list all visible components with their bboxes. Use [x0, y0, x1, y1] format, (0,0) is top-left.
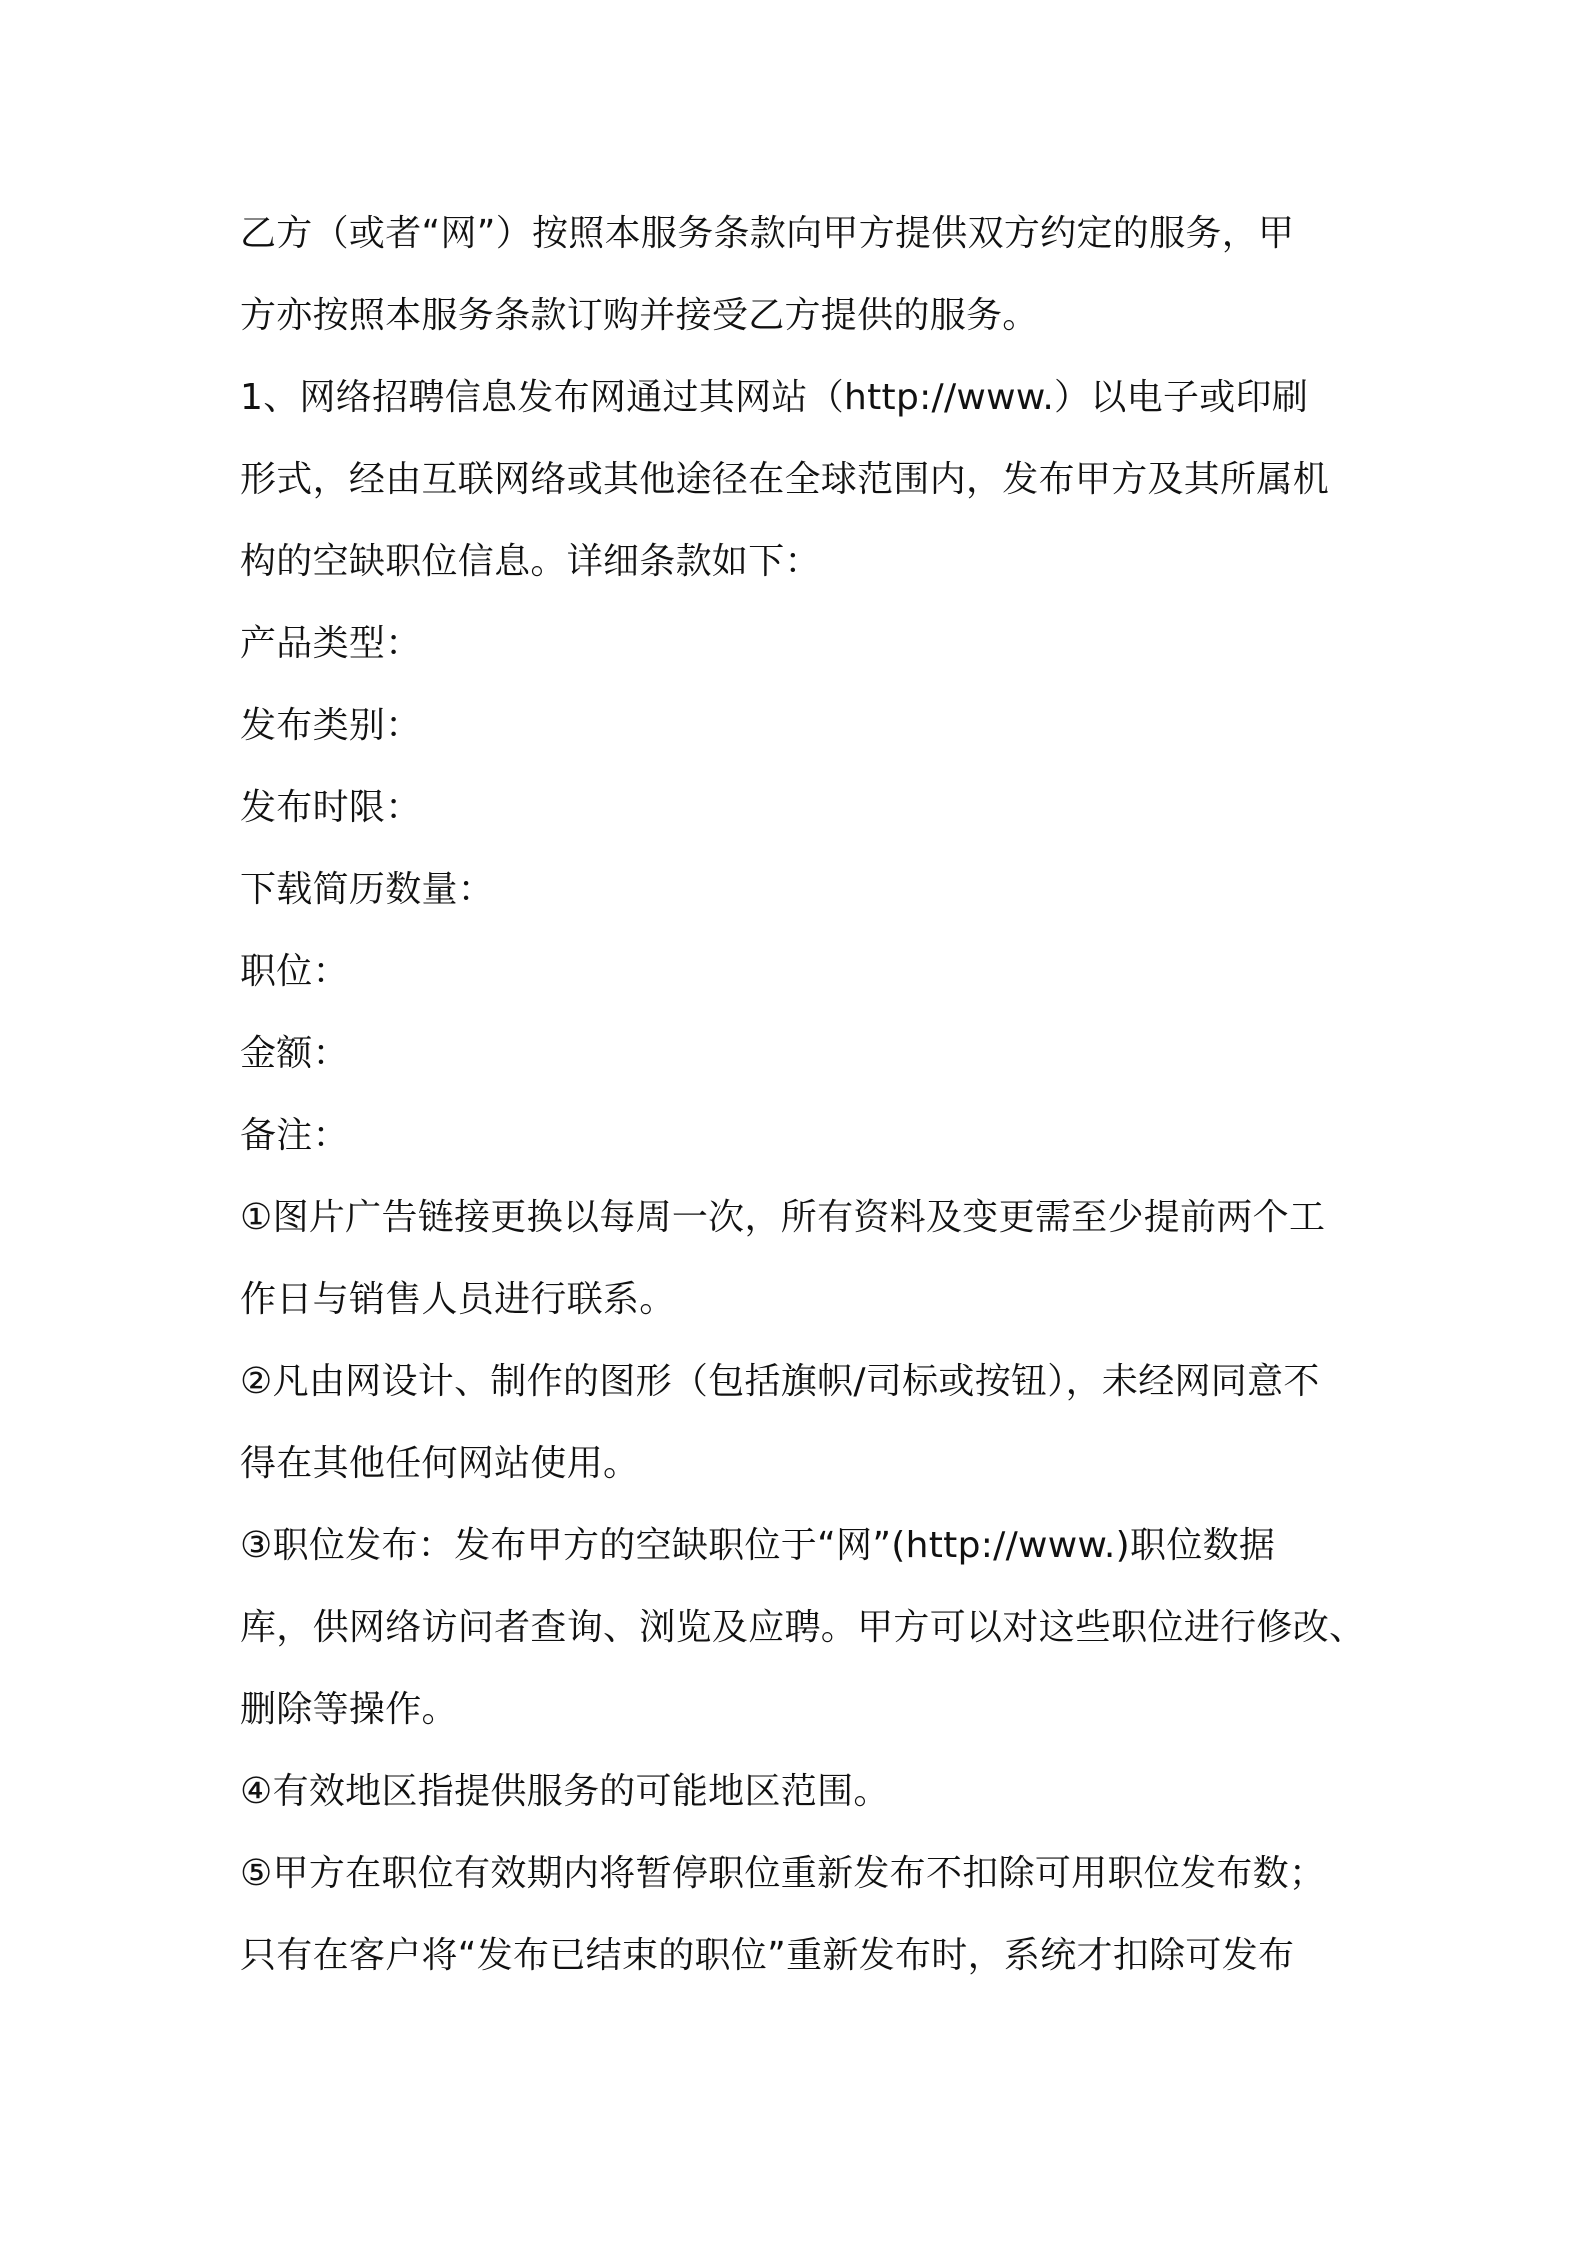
label-publish-category: 发布类别：: [240, 705, 422, 746]
label-remarks: 备注：: [240, 1115, 349, 1156]
label-position: 职位：: [240, 951, 349, 992]
paragraph-note-4: [240, 1751, 1360, 1833]
paragraph-note-5: [240, 1833, 1360, 1997]
document-body: [240, 193, 1366, 1997]
text-line: 删除等操作。: [240, 1689, 458, 1730]
paragraph-clause-1: [240, 357, 1360, 603]
label-amount: 金额：: [240, 1033, 349, 1074]
text-line: ③职位发布：发布甲方的空缺职位于“网”(http://www.)职位数据: [240, 1525, 1276, 1566]
text-line: 得在其他任何网站使用。: [240, 1443, 640, 1484]
paragraph-note-2: [240, 1341, 1360, 1505]
text-line: 乙方（或者“网”）按照本服务条款向甲方提供双方约定的服务，甲: [240, 213, 1295, 254]
text-line: ①图片广告链接更换以每周一次，所有资料及变更需至少提前两个工: [240, 1197, 1326, 1238]
text-line: 形式，经由互联网络或其他途径在全球范围内，发布甲方及其所属机: [240, 459, 1330, 500]
label-resume-downloads: 下载简历数量：: [240, 869, 495, 910]
text-line: 库，供网络访问者查询、浏览及应聘。甲方可以对这些职位进行修改、: [240, 1607, 1366, 1648]
label-publish-period: 发布时限：: [240, 787, 422, 828]
text-line: 1、网络招聘信息发布网通过其网站（http://www.）以电子或印刷: [240, 377, 1309, 418]
paragraph-intro: [240, 193, 1360, 357]
text-line: ⑤甲方在职位有效期内将暂停职位重新发布不扣除可用职位发布数；: [240, 1853, 1326, 1894]
text-line: 构的空缺职位信息。详细条款如下：: [240, 541, 821, 582]
text-line: ②凡由网设计、制作的图形（包括旗帜/司标或按钮），未经网同意不: [240, 1361, 1320, 1402]
text-line: 方亦按照本服务条款订购并接受乙方提供的服务。: [240, 295, 1039, 336]
paragraph-note-1: [240, 1177, 1360, 1341]
text-line: ④有效地区指提供服务的可能地区范围。: [240, 1771, 890, 1812]
text-line: 只有在客户将“发布已结束的职位”重新发布时，系统才扣除可发布: [240, 1935, 1295, 1976]
text-line: 作日与销售人员进行联系。: [240, 1279, 676, 1320]
paragraph-note-3: [240, 1505, 1366, 1751]
label-product-type: 产品类型：: [240, 623, 422, 664]
